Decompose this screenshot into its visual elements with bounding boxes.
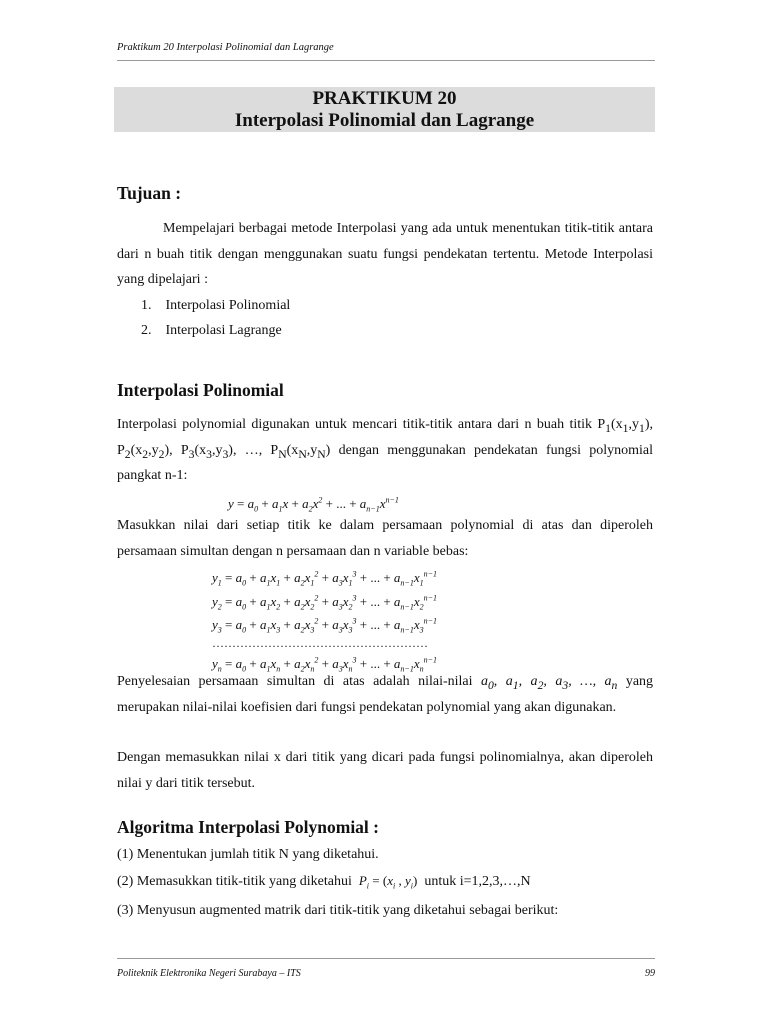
- footer-page-number: 99: [645, 968, 655, 979]
- algoritma-step2-a: (2) Memasukkan titik-titik yang diketahui: [117, 874, 352, 889]
- polinomial-paragraph-4: Dengan memasukkan nilai x dari titik yang dicari pada fungsi polinomialnya, akan diperoleh nilai y dari titik tersebut.: [117, 750, 653, 791]
- simultaneous-equation-1: $y_1 = a_0 + a_1x_1 + a_2x_1^2 + a_3x_1^3$ + ... + $a_{n-1}x_1^{n-1}$: [212, 569, 438, 588]
- title-box: [114, 87, 655, 132]
- polinomial-para3-b: yang merupakan nilai-nilai koefisien dari fungsi pendekatan polynomial yang akan digunakan.: [117, 674, 654, 715]
- tujuan-item-2: 2. Interpolasi Lagrange: [141, 323, 282, 338]
- tujuan-paragraph: Mempelajari berbagai metode Interpolasi yang ada untuk menentukan titik-titik antara dari n buah titik dengan menggunakan suatu fungsi pendekatan tertentu. Metode Interpolasi yang dipelajari :: [117, 221, 653, 287]
- polinomial-paragraph-1: Interpolasi polynomial digunakan untuk mencari titik-titik antara dari n buah titik $P_1(x_1,y_1)$, $P_2(x_2,y_2)$, $P_3(x_3,y_3)$, …, $P_N(x_N,y_N)$ dengan menggunakan pendekatan fungsi polynomial pangkat n-1:: [117, 417, 653, 483]
- title-line-2: Interpolasi Polinomial dan Lagrange: [234, 110, 535, 131]
- polynomial-equation: $y = a_0 + a_1x + a_2x^2$ + ... + $a_{n-1}x^{n-1}$: [228, 495, 399, 514]
- equation-ellipsis: ………………………………………………: [212, 636, 428, 650]
- algoritma-step-3: (3) Menyusun augmented matrik dari titik-titik yang diketahui sebagai berikut:: [117, 903, 559, 918]
- polinomial-heading: Interpolasi Polinomial: [117, 380, 284, 400]
- header-rule: [117, 60, 655, 61]
- polinomial-paragraph-2: Masukkan nilai dari setiap titik ke dalam persamaan polynomial di atas dan diperoleh persamaan simultan dengan n persamaan dan n variable bebas:: [117, 518, 653, 559]
- running-header: Praktikum 20 Interpolasi Polinomial dan Lagrange: [117, 42, 334, 53]
- simultaneous-equation-2: $y_2 = a_0 + a_1x_2 + a_2x_2^2 + a_3x_2^3$ + ... + $a_{n-1}x_2^{n-1}$: [212, 593, 438, 612]
- polinomial-para1-b: dengan menggunakan pendekatan fungsi polynomial pangkat n-1:: [117, 442, 653, 483]
- title-line-1: PRAKTIKUM 20: [312, 88, 457, 109]
- polinomial-paragraph-3: Penyelesaian persamaan simultan di atas adalah nilai-nilai $a_0$, $a_1$, $a_2$, $a_3$, …, $a_n$ yang merupakan nilai-nilai koefisien dari fungsi pendekatan polynomial yang akan digunakan.: [117, 674, 654, 715]
- algoritma-step-1: (1) Menentukan jumlah titik N yang diketahui.: [117, 847, 379, 862]
- tujuan-heading: Tujuan :: [117, 183, 182, 203]
- polinomial-para1-a: Interpolasi polynomial digunakan untuk mencari titik-titik antara dari n buah titik: [117, 417, 593, 432]
- polinomial-para3-a: Penyelesaian persamaan simultan di atas adalah nilai-nilai: [117, 674, 473, 689]
- algoritma-step2-b: untuk i=1,2,3,…,N: [424, 874, 531, 889]
- footer-institution: Politeknik Elektronika Negeri Surabaya – ITS: [117, 968, 301, 979]
- simultaneous-equation-n: $y_n = a_0 + a_1x_n + a_2x_n^2 + a_3x_n^3$ + ... + $a_{n-1}x_n^{n-1}$: [212, 655, 438, 674]
- simultaneous-equation-3: $y_3 = a_0 + a_1x_3 + a_2x_3^2 + a_3x_3^3$ + ... + $a_{n-1}x_3^{n-1}$: [212, 616, 438, 635]
- algoritma-step-2: (2) Memasukkan titik-titik yang diketahui $P_i = (x_i$ , $y_i$) untuk i=1,2,3,…,N: [117, 873, 531, 891]
- algoritma-heading: Algoritma Interpolasi Polynomial :: [117, 817, 379, 837]
- footer-rule: [117, 958, 655, 959]
- tujuan-item-1: 1. Interpolasi Polinomial: [141, 298, 291, 313]
